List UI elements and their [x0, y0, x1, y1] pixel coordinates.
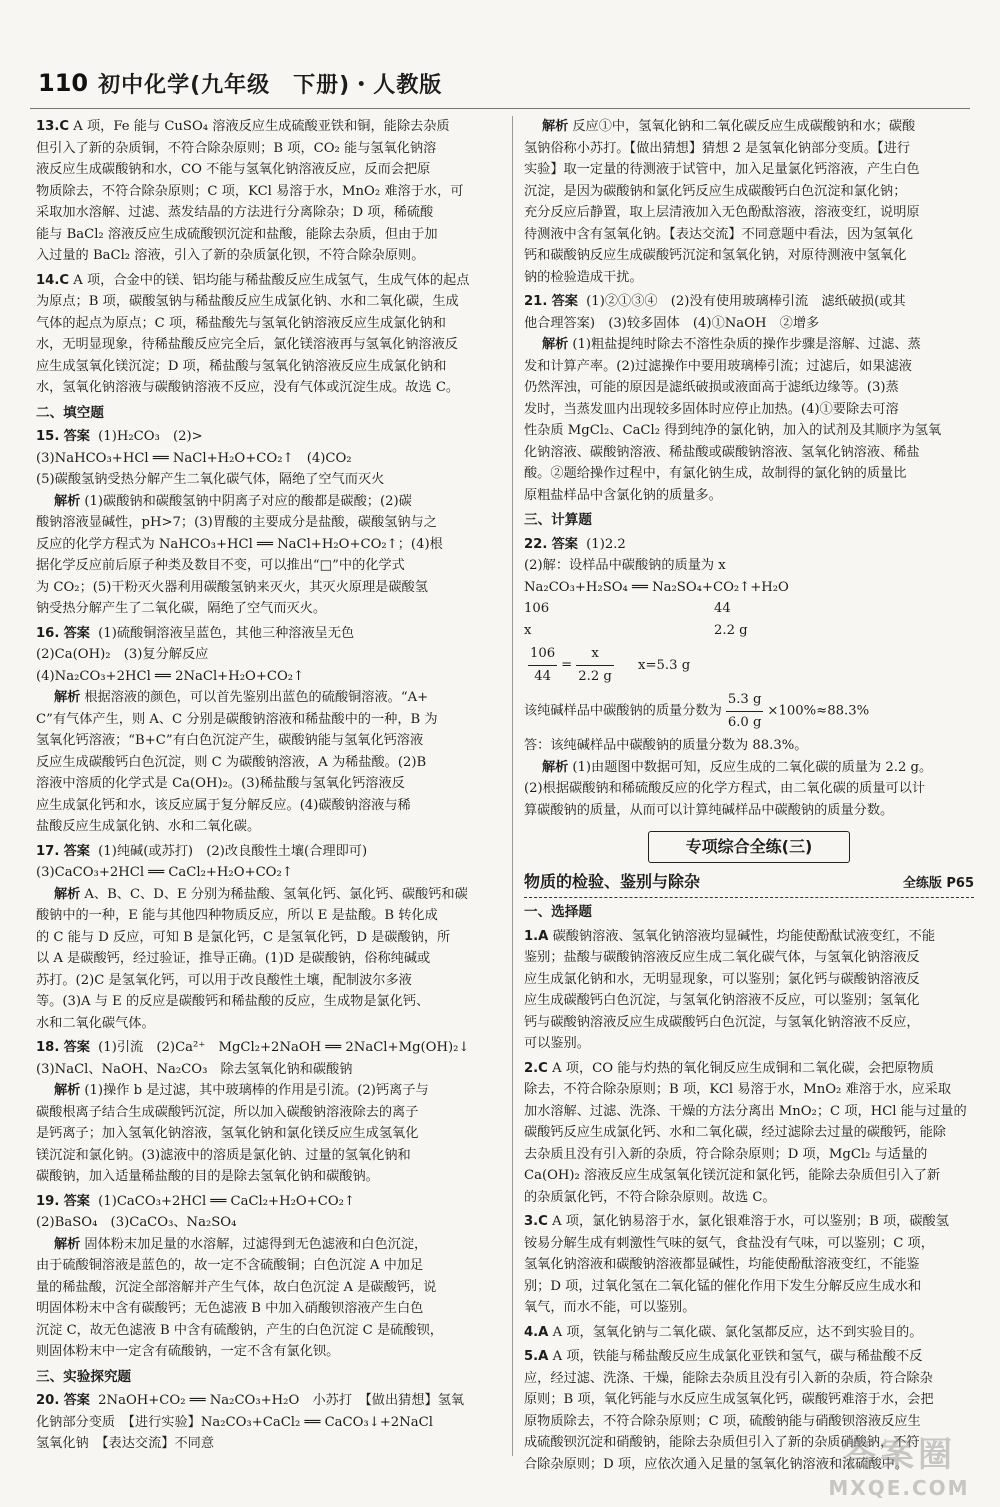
explanation-line: 原粗盐样品中含氯化钠的质量多。 [524, 487, 722, 503]
answer-tag: 答案 [551, 294, 578, 309]
item-line: 钙与碳酸钠溶液反应生成碳酸钙白色沉淀，与氢氧化钠溶液不反应， [524, 1014, 920, 1030]
section-title: 三、实验探究题 [36, 1368, 132, 1385]
watermark-logo [814, 1427, 984, 1500]
answer-item-13 [36, 116, 502, 267]
item-line: 的杂质氯化钙，不符合除杂原则。故选 C。 [524, 1189, 776, 1205]
explanation-line: 则固体粉末中一定含有硫酸钠，一定不含有氯化钡。 [36, 1344, 340, 1359]
explanation-line: A、B、C、D、E 分别为稀盐酸、氢氧化钙、氯化钙、碳酸钙和碳 [84, 886, 468, 902]
explanation-line: 充分反应后静置，取上层清液加入无色酚酞溶液，溶液变红，说明原 [524, 205, 920, 220]
explanation-line: 钠受热分解产生了二氧化碳，隔绝了空气而灭火。 [36, 601, 327, 616]
item-line: 水，无明显现象，待稀盐酸反应完全后，氯化镁溶液再与氢氧化钠溶液反 [36, 337, 458, 352]
explanation [36, 884, 502, 906]
item-line: 鉴别；盐酸与碳酸钠溶液反应生成二氧化碳气体，与氢氧化钠溶液反 [524, 950, 920, 965]
proportion: $\frac{106}{44}$ = $\frac{x}{2.2 g}$ x=5.3 g [524, 643, 974, 687]
item-line: 应生成氯化钠和水，无明显现象，可以鉴别；氯化钙与碳酸钠溶液反 [524, 971, 920, 987]
explanation-tag: 解析 [542, 119, 569, 134]
item-line: 铵易分解生成有刺激性气味的氨气，食盐没有气味，可以鉴别；C 项， [524, 1235, 934, 1251]
explanation-line: 盐酸反应生成氯化钠、水和二氧化碳。 [36, 819, 261, 834]
explanation-tag: 解析 [54, 886, 81, 902]
header-rule [30, 108, 970, 109]
explanation-line: 苏打。(2)C 是氢氧化钙，可以用于改良酸性土壤，配制波尔多液 [36, 972, 412, 988]
answer-item-19 [36, 1191, 502, 1363]
answer-tag: 答案 [63, 843, 90, 859]
ratio-b-bottom: 2.2 g [714, 622, 748, 638]
fraction [528, 643, 557, 687]
explanation-line: (1)粗盐提纯时除去不溶性杂质的操作步骤是溶解、过滤、蒸 [572, 337, 921, 352]
explanation [36, 687, 502, 709]
item-line: 采取加水溶解、过滤、蒸发结晶的方法进行分离除杂；D 项，稀硫酸 [36, 205, 434, 220]
explanation-line: 明固体粉末中含有碳酸钙；无色滤液 B 中加入硝酸钡溶液产生白色 [36, 1301, 424, 1316]
explanation-line: C”有气体产生，则 A、C 分别是碳酸钠溶液和稀盐酸中的一种，B 为 [36, 711, 438, 727]
explanation-line: 据化学反应前后原子种类及数目不变，可以推出“□”中的化学式 [36, 558, 405, 573]
ratio-row-bottom [524, 620, 974, 642]
explanation-line: 溶液中溶质的化学式是 Ca(OH)₂。(3)稀盐酸与氢氧化钙溶液反 [36, 776, 405, 791]
answer-item-20-explanation [524, 116, 974, 288]
explanation-line: 性杂质 MgCl₂、CaCl₂ 得到纯净的氯化钠，加入的试剂及其顺序为氢氧 [524, 423, 942, 438]
explanation-tag: 解析 [54, 1236, 81, 1252]
answer-item-r1 [524, 926, 974, 1055]
answer-item-20 [36, 1390, 502, 1455]
explanation-line: 等。(3)A 与 E 的反应是碳酸钙和稀盐酸的反应，生成物是氯化钙、 [36, 994, 430, 1009]
explanation-line: 发和计算产率。(2)过滤操作中要用玻璃棒引流；过滤后，如果滤液 [524, 358, 912, 374]
explanation-line: 应生成氯化钙和水，该反应属于复分解反应。(4)碳酸钠溶液与稀 [36, 797, 411, 813]
answer-line: (5)碳酸氢钠受热分解产生二氧化碳气体，隔绝了空气而灭火 [36, 472, 385, 487]
item-line: 气体的起点为原点；C 项，稀盐酸先与氢氧化钠溶液反应生成氯化钠和 [36, 315, 446, 331]
answer-line: (4)Na₂CO₃+2HCl ══ 2NaCl+H₂O+CO₂↑ [36, 668, 305, 684]
explanation-line: 氢钠俗称小苏打。【做出猜想】猜想 2 是氢氧化钠部分变质。【进行 [524, 140, 911, 156]
answer-line: (2)Ca(OH)₂ (3)复分解反应 [36, 647, 209, 662]
item-number: 22. [524, 536, 548, 552]
item-number: 1.A [524, 928, 549, 944]
answer-item-21 [524, 291, 974, 506]
explanation-line: (2)根据碳酸钠和稀硫酸反应的化学方程式，由二氧化碳的质量可以计 [524, 781, 926, 796]
topic-title: 专项综合全练(三) [648, 831, 850, 863]
item-line: 原则；B 项，氧化钙能与水反应生成氢氧化钙，碳酸钙难溶于水，会把 [524, 1392, 934, 1407]
column-divider [512, 116, 513, 1456]
item-number: 14.C [36, 272, 70, 288]
fraction-bottom: 6.0 g [727, 714, 762, 730]
item-line: 液反应生成碳酸钠和水，CO 不能与氢氧化钠溶液反应，反而会把原 [36, 162, 431, 177]
explanation-line: 算碳酸钠的质量，从而可以计算纯碱样品中碳酸钠的质量分数。 [524, 802, 894, 818]
explanation-tag: 解析 [542, 337, 569, 352]
item-line: A 项，氯化钠易溶于水，氯化银难溶于水，可以鉴别；B 项，碳酸氢 [552, 1214, 949, 1229]
ratio-a-bottom: x [524, 622, 532, 638]
item-line: A 项，氢氧化钠与二氧化碳、氯化氢都反应，达不到实验目的。 [552, 1324, 923, 1340]
item-line: 但引入了新的杂质铜，不符合除杂原则；B 项，CO₂ 能与氢氧化钠溶 [36, 140, 437, 156]
item-line: 去杂质且没有引入新的杂质，符合除杂原则；D 项，MgCl₂ 与适量的 [524, 1146, 928, 1162]
left-column [36, 116, 502, 1458]
item-line: 应生成氢氧化镁沉淀；D 项，稀盐酸与氢氧化钠溶液反应生成氯化钠和 [36, 358, 447, 374]
ratio-a-top: 106 [524, 601, 550, 616]
explanation-line: 钠的检验造成干扰。 [524, 269, 643, 285]
explanation-line: 为 CO₂；(5)干粉灭火器利用碳酸氢钠来灭火，其灭火原理是碳酸氢 [36, 579, 428, 595]
answer-tag: 答案 [63, 625, 90, 641]
explanation-tag: 解析 [54, 690, 81, 705]
fraction-text: 该纯碱样品中碳酸钠的质量分数为 [524, 703, 722, 719]
explanation-line: 碳酸钠，加入适量稀盐酸的目的是除去氢氧化钠和碳酸钠。 [36, 1169, 379, 1184]
answer-line: (1)2.2 [586, 536, 626, 552]
watermark-text: 答案圈 [842, 1435, 956, 1475]
explanation-line: 钙和碳酸钠反应生成碳酸钙沉淀和氢氧化钠，对原待测液中氢氧化 [524, 248, 907, 263]
explanation-line: 镁沉淀和氯化钠。(3)滤液中的溶质是氯化钠、过量的氢氧化钠和 [36, 1147, 411, 1163]
section-title: 一、选择题 [524, 904, 592, 920]
item-number: 18. [36, 1040, 60, 1055]
answer-line: (3)NaCl、NaOH、Na₂CO₃ 除去氢氧化钠和碳酸钠 [36, 1061, 353, 1077]
explanation-line: 量的稀盐酸，沉淀全部溶解并产生气体，故白色沉淀 A 是碳酸钙，说 [36, 1279, 437, 1295]
answer-line: 化钠部分变质 【进行实验】Na₂CO₃+CaCl₂ ══ CaCO₃↓+2NaCl [36, 1414, 433, 1430]
page-number: 110 [38, 69, 89, 97]
answer-item-r3 [524, 1211, 974, 1319]
explanation-line: 水和二氧化碳气体。 [36, 1015, 155, 1031]
explanation-line: 酸钠溶液显碱性，pH>7；(3)胃酸的主要成分是盐酸，碳酸氢钠与之 [36, 515, 437, 530]
item-number: 4.A [524, 1324, 549, 1340]
item-line: 合除杂原则；D 项，应依次通入足量的氢氧化钠溶液和浓硫酸中。 [524, 1456, 909, 1472]
item-line: 氧气，而水不能，可以鉴别。 [524, 1300, 696, 1315]
item-number: 5.A [524, 1349, 549, 1364]
chemical-equation: Na₂CO₃+H₂SO₄ ══ Na₂SO₄+CO₂↑+H₂O [524, 579, 789, 595]
item-number: 15. [36, 429, 60, 444]
item-line: 可以鉴别。 [524, 1036, 590, 1051]
answer-item-17 [36, 841, 502, 1035]
fraction-bottom: 44 [534, 668, 551, 684]
ratio-row-top [524, 598, 974, 620]
explanation-tag: 解析 [54, 493, 81, 509]
item-line: 碳酸钠溶液、氢氧化钠溶液均显碱性，均能使酚酞试液变红，不能 [552, 928, 936, 944]
item-line: 为原点；B 项，碳酸氢钠与稀盐酸反应生成氯化钠、水和二氧化碳，生成 [36, 294, 459, 309]
explanation-line: (1)操作 b 是过滤，其中玻璃棒的作用是引流。(2)钙离子与 [84, 1083, 429, 1098]
explanation-line: 以 A 是碳酸钙，经过验证，推导正确。(1)D 是碳酸钠，俗称纯碱或 [36, 951, 431, 966]
explanation-line: 根据溶液的颜色，可以首先鉴别出蓝色的硫酸铜溶液。“A+ [84, 690, 429, 705]
subtopic-header [524, 869, 974, 899]
explanation [524, 116, 974, 138]
item-line: 加水溶解、过滤、洗涤、干燥的方法分离出 MnO₂；C 项，HCl 能与过量的 [524, 1103, 967, 1119]
answer-line: (3)NaHCO₃+HCl ══ NaCl+H₂O+CO₂↑ (4)CO₂ [36, 450, 352, 466]
item-line: 成硫酸钡沉淀和硝酸钠，能除去杂质但引入了新的杂质硝酸钠，不符 [524, 1435, 920, 1450]
answer-tag: 答案 [63, 1193, 90, 1209]
explanation [524, 757, 974, 779]
answer-line: (1)H₂CO₃ (2)> [98, 429, 203, 444]
explanation [524, 334, 974, 356]
fraction-tail: ×100%≈88.3% [767, 703, 870, 719]
right-column [524, 116, 974, 1478]
explanation-tag: 解析 [542, 759, 569, 775]
explanation [36, 1234, 502, 1256]
explanation-line: (1)由题图中数据可知，反应生成的二氧化碳的质量为 2.2 g。 [572, 759, 933, 775]
fraction-top: x [576, 643, 614, 666]
item-line: 应，经过滤、洗涤、干燥，能除去杂质且没有引入新的杂质，符合除杂 [524, 1370, 933, 1386]
fraction [726, 689, 764, 733]
item-number: 3.C [524, 1214, 548, 1229]
explanation-tag: 解析 [54, 1083, 81, 1098]
explanation-line: 固体粉末加足量的水溶解，过滤得到无色滤液和白色沉淀， [84, 1236, 428, 1252]
page-header [38, 62, 958, 104]
answer-line: 2NaOH+CO₂ ══ Na₂CO₃+H₂O 小苏打 【做出猜想】氢氧 [98, 1393, 465, 1408]
item-number: 17. [36, 843, 60, 859]
book-title: 初中化学(九年级 下册)・人教版 [98, 72, 443, 98]
item-number: 21. [524, 294, 548, 309]
item-line: A 项，Fe 能与 CuSO₄ 溶液反应生成硫酸亚铁和铜，能除去杂质 [73, 119, 450, 134]
fraction-bottom: 2.2 g [578, 668, 612, 684]
answer-line: (3)CaCO₃+2HCl ══ CaCl₂+H₂O+CO₂↑ [36, 865, 293, 880]
explanation-line: 反应的化学方程式为 NaHCO₃+HCl ══ NaCl+H₂O+CO₂↑；(4)根 [36, 536, 443, 552]
answer-item-15 [36, 426, 502, 620]
explanation-line: 发时，当蒸发皿内出现较多固体时应停止加热。(4)①要除去可溶 [524, 401, 899, 417]
explanation-line: 氢氧化钙溶液；“B+C”有白色沉淀产生，碳酸钠能与氢氧化钙溶液 [36, 733, 424, 748]
answer-item-r4 [524, 1322, 974, 1344]
solution: x=5.3 g [638, 657, 691, 673]
item-line: Ca(OH)₂ 溶液反应生成氢氧化镁沉淀和氯化钙，能除去杂质但引入了新 [524, 1168, 941, 1183]
explanation-line: (1)碳酸钠和碳酸氢钠中阴离子对应的酸都是碳酸；(2)碳 [84, 493, 412, 509]
final-answer: 答：该纯碱样品中碳酸钠的质量分数为 88.3%。 [524, 738, 808, 753]
answer-item-18 [36, 1037, 502, 1188]
item-number: 16. [36, 625, 60, 641]
explanation-line: 待测液中含有氢氧化钠。【表达交流】不同意题中看法，因为氢氧化 [524, 226, 914, 242]
item-number: 13.C [36, 119, 70, 134]
answer-line: 他合理答案) (3)较多固体 (4)①NaOH ②增多 [524, 315, 820, 331]
answer-item-22 [524, 534, 974, 822]
watermark-url: MXQE.COM [828, 1476, 970, 1500]
item-line: 别；D 项，过氧化氢在二氧化锰的催化作用下发生分解反应生成水和 [524, 1278, 922, 1294]
item-line: 除去，不符合除杂原则；B 项，KCl 易溶于水，MnO₂ 难溶于水，应采取 [524, 1082, 952, 1097]
explanation-line: 碳酸根离子结合生成碳酸钙沉淀，所以加入碳酸钠溶液除去的离子 [36, 1104, 419, 1120]
answer-tag: 答案 [63, 1393, 90, 1408]
explanation-line: 仍然浑浊，可能的原因是滤纸破损或液面高于滤纸边缘等。(3)蒸 [524, 380, 899, 395]
explanation-line: 化钠溶液、碳酸钠溶液、稀盐酸或碳酸钠溶液、氢氧化钠溶液、稀盐 [524, 444, 920, 460]
item-line: A 项，CO 能与灼热的氧化铜反应生成铜和二氧化碳，会把原物质 [552, 1060, 934, 1076]
answer-item-16 [36, 623, 502, 838]
explanation-line: 是钙离子；加入氢氧化钠溶液，氢氧化钠和氯化镁反应生成氢氧化 [36, 1126, 419, 1141]
explanation-line: 酸钠中的一种，E 能与其他四种物质反应，所以 E 是盐酸。B 转化成 [36, 908, 438, 923]
answer-line: (1)CaCO₃+2HCl ══ CaCl₂+H₂O+CO₂↑ [98, 1193, 355, 1209]
answer-tag: 答案 [551, 536, 578, 552]
explanation-line: 反应生成碳酸钙白色沉淀，则 C 为碳酸钠溶液，A 为稀盐酸。(2)B [36, 754, 427, 770]
calc-intro: (2)解：设样品中碳酸钠的质量为 x [524, 558, 726, 573]
answer-line: (1)硫酸铜溶液呈蓝色，其他三种溶液呈无色 [98, 625, 355, 641]
item-line: 水，氢氧化钠溶液与碳酸钠溶液不反应，没有气体或沉淀生成。故选 C。 [36, 380, 460, 395]
explanation [36, 1080, 502, 1102]
answer-line: (2)BaSO₄ (3)CaCO₃、Na₂SO₄ [36, 1215, 237, 1230]
mass-fraction [524, 689, 974, 733]
item-number: 20. [36, 1393, 60, 1408]
answer-item-14 [36, 270, 502, 399]
fraction-top: 106 [528, 643, 557, 666]
explanation-line: 由于硫酸铜溶液是蓝色的，故一定不含硫酸铜；白色沉淀 A 中加足 [36, 1258, 424, 1273]
explanation-line: 实验】取一定量的待测液于试管中，加入足量氯化钙溶液，产生白色 [524, 162, 920, 177]
item-line: A 项，铁能与稀盐酸反应生成氯化亚铁和氢气，碳与稀盐酸不反 [552, 1349, 923, 1364]
item-line: 物质除去，不符合除杂原则；C 项，KCl 易溶于水，MnO₂ 难溶于水，可 [36, 183, 464, 199]
section-title: 三、计算题 [524, 512, 592, 528]
item-number: 19. [36, 1193, 60, 1209]
item-number: 2.C [524, 1060, 548, 1076]
answer-line: (1)纯碱(或苏打) (2)改良酸性土壤(合理即可) [98, 843, 368, 859]
explanation-line: 反应①中，氢氧化钠和二氧化碳反应生成碳酸钠和水；碳酸 [572, 119, 916, 134]
section-title: 二、填空题 [36, 404, 104, 421]
item-line: A 项，合金中的镁、铝均能与稀盐酸反应生成氢气，生成气体的起点 [73, 272, 470, 288]
item-line: 碳酸钙反应生成氯化钙、水和二氧化碳，经过滤除去过量的碳酸钙，能除 [524, 1125, 946, 1140]
explanation-line: 沉淀，是因为碳酸钠和氯化钙反应生成碳酸钙白色沉淀和氯化钠； [524, 183, 907, 199]
explanation-line: 酸。②题给操作过程中，有氯化钠生成，故制得的氯化钠的质量比 [524, 466, 907, 481]
subtopic-title: 物质的检验、鉴别与除杂 [524, 871, 701, 891]
explanation-line: 的 C 能与 D 反应，可知 B 是氯化钙，C 是氢氧化钙，D 是碳酸钠，所 [36, 929, 451, 945]
item-line: 入过量的 BaCl₂ 溶液，引入了新的杂质氯化钡，不符合除杂原则。 [36, 248, 425, 263]
ratio-b-top: 44 [714, 601, 731, 616]
item-line: 氢氧化钠溶液和碳酸钠溶液都显碱性，均能使酚酞溶液变红，不能鉴 [524, 1257, 920, 1272]
answer-line: (1)引流 (2)Ca²⁺ MgCl₂+2NaOH ══ 2NaCl+Mg(OH)₂↓ [98, 1040, 470, 1055]
answer-tag: 答案 [63, 1040, 90, 1055]
explanation [36, 491, 502, 513]
answer-line: (1)②①③④ (2)没有使用玻璃棒引流 滤纸破损(或其 [586, 294, 906, 309]
fraction-top: 5.3 g [726, 689, 764, 712]
item-line: 原物质除去，不符合除杂原则；C 项，硫酸钠能与硝酸钡溶液反应生 [524, 1413, 921, 1429]
answer-line: 氢氧化钠 【表达交流】不同意 [36, 1436, 215, 1451]
explanation-line: 沉淀 C，故无色滤液 B 中含有硫酸钠，产生的白色沉淀 C 是硫酸钡， [36, 1322, 443, 1338]
answer-tag: 答案 [63, 429, 90, 444]
answer-item-r2 [524, 1058, 974, 1209]
item-line: 能与 BaCl₂ 溶液反应生成硫酸钡沉淀和盐酸，能除去杂质，但由于加 [36, 226, 438, 242]
item-line: 应生成碳酸钙白色沉淀，与氢氧化钠溶液不反应，可以鉴别；氢氧化 [524, 993, 920, 1008]
fraction [576, 643, 614, 687]
subtopic-reference: 全练版 P65 [902, 875, 974, 891]
